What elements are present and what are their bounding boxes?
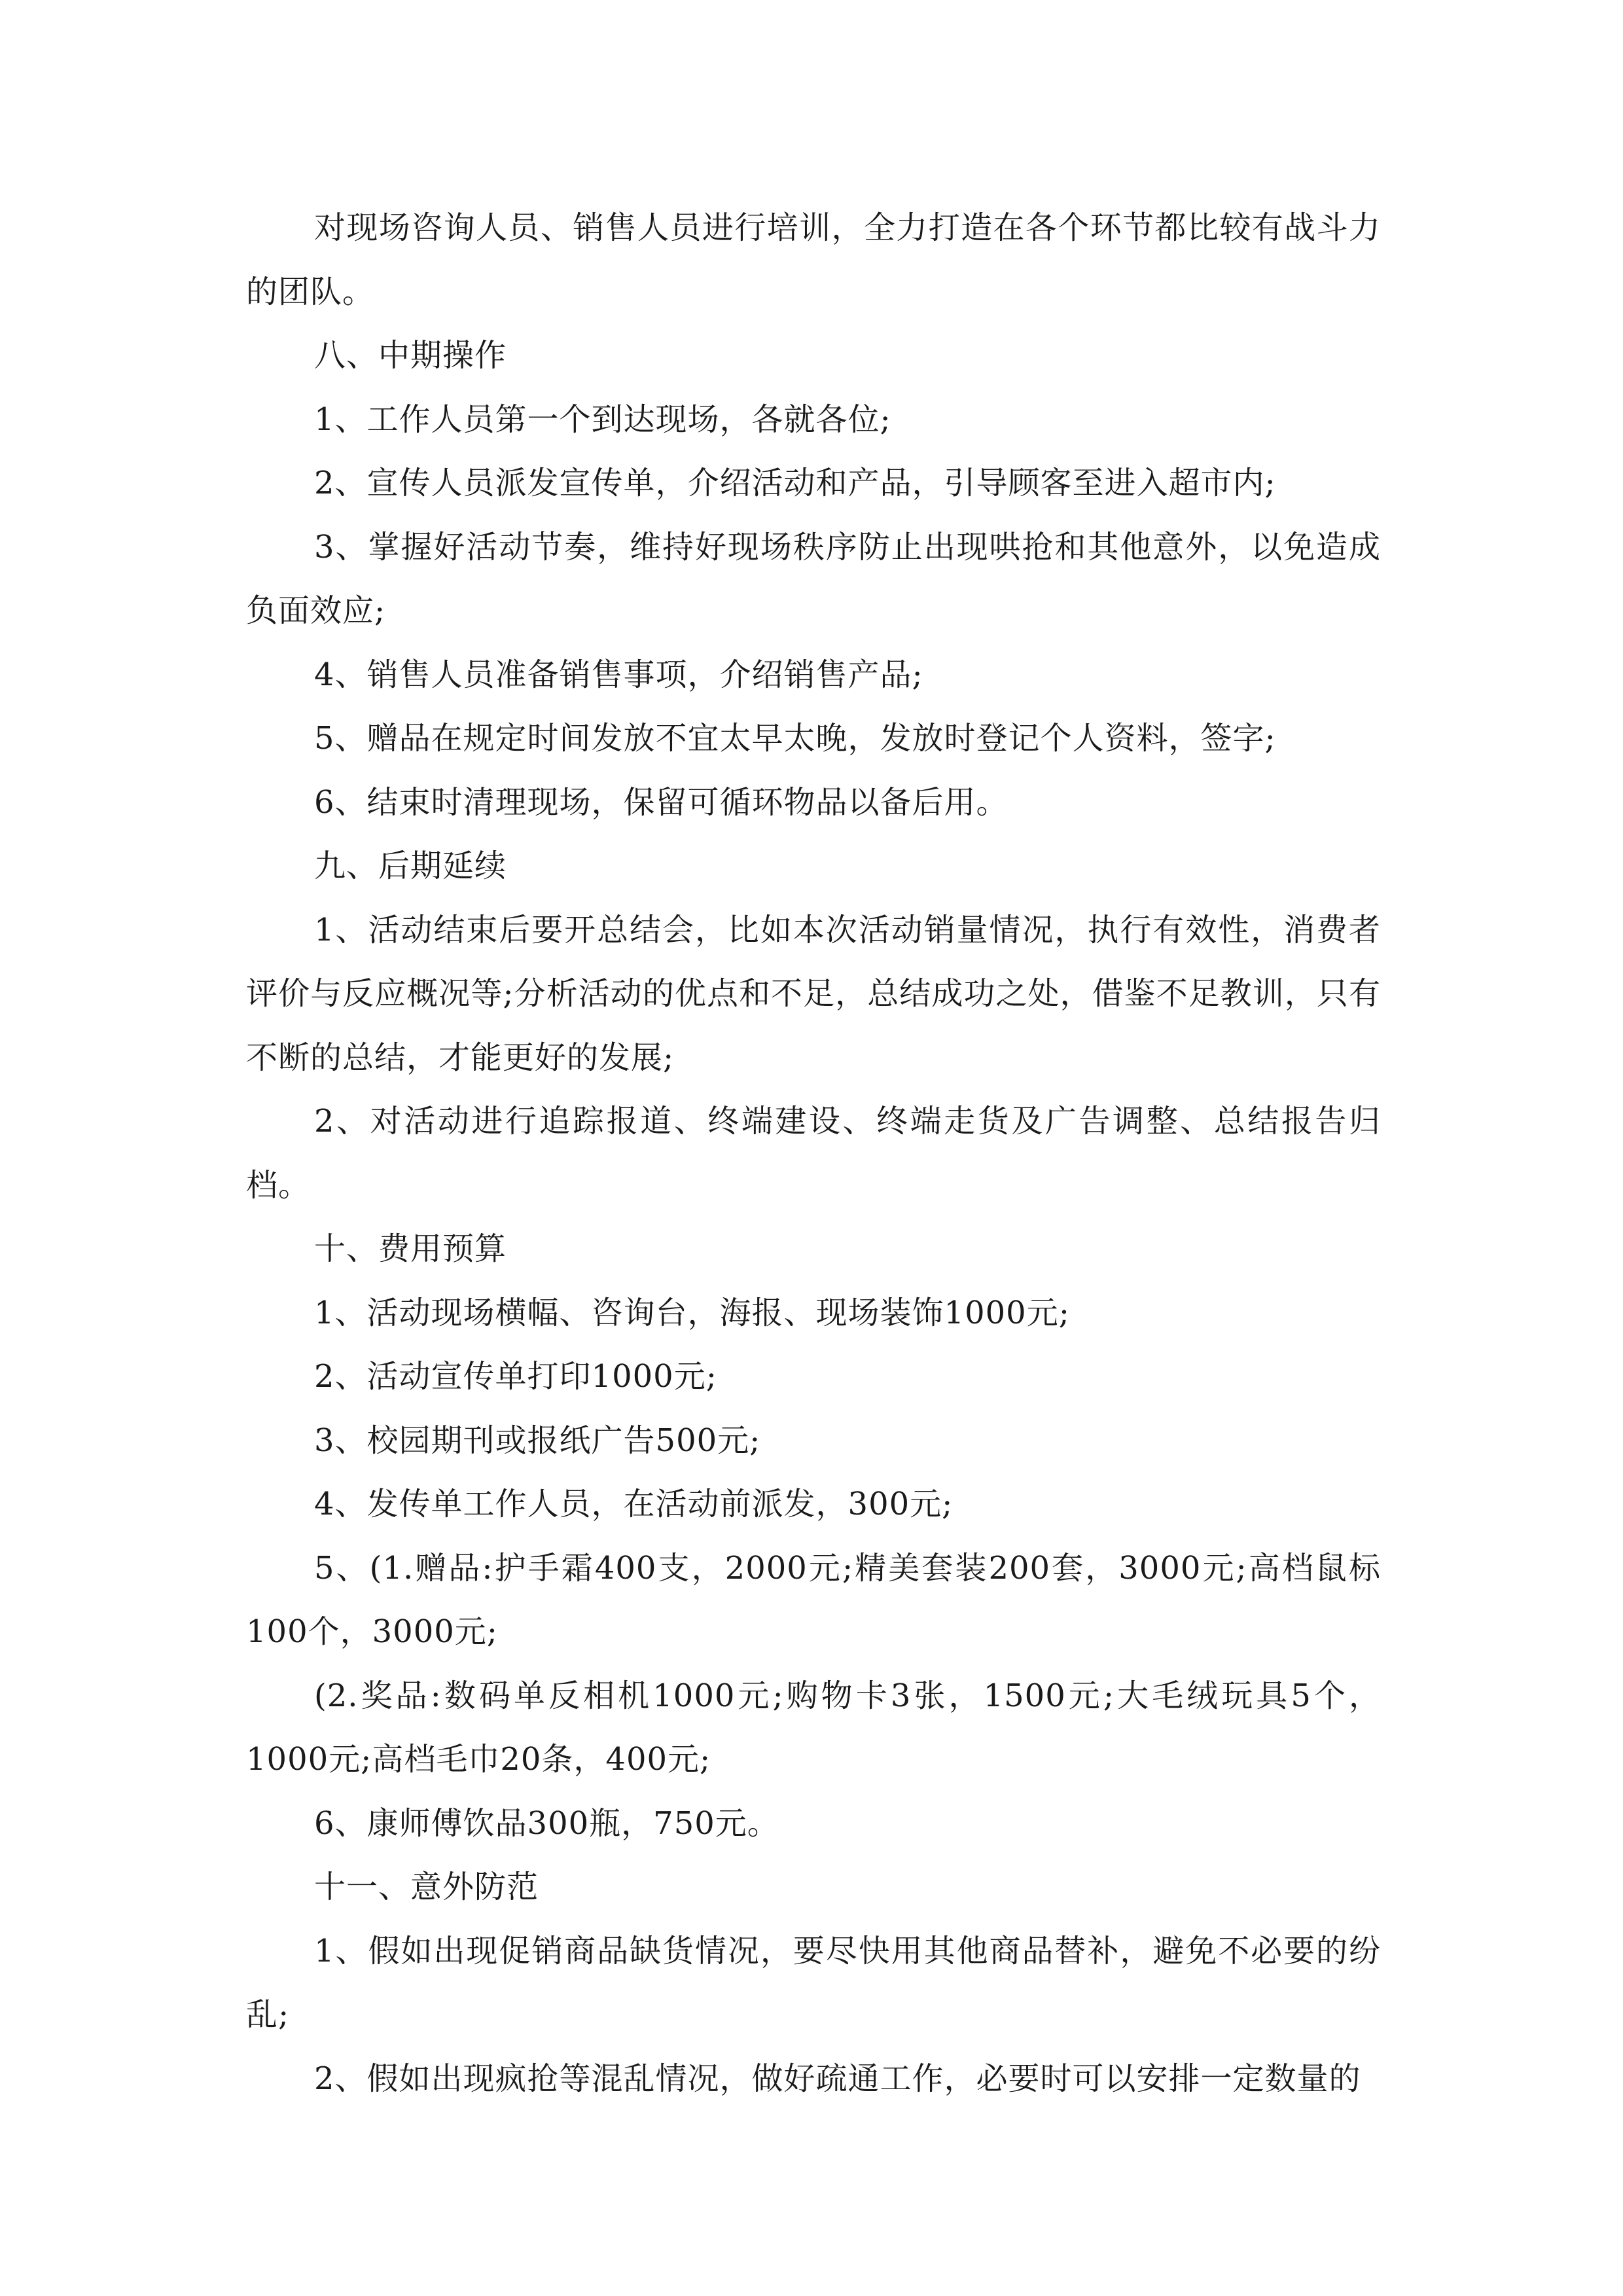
list-item: 5、赠品在规定时间发放不宜太早太晚，发放时登记个人资料，签字; bbox=[314, 720, 1276, 757]
list-item: 2、对活动进行追踪报道、终端建设、终端走货及广告调整、总结报告归档。 bbox=[246, 1103, 1381, 1204]
list-item: 4、发传单工作人员，在活动前派发，300元; bbox=[314, 1486, 954, 1522]
list-item: 5、(1.赠品:护手霜400支，2000元;精美套装200套，3000元;高档鼠标100个，3000元; bbox=[246, 1549, 1381, 1650]
list-item: 3、掌握好活动节奏，维持好现场秩序防止出现哄抢和其他意外，以免造成负面效应; bbox=[246, 528, 1381, 629]
heading-budget: 十、费用预算 bbox=[314, 1230, 507, 1267]
list-item: 3、校园期刊或报纸广告500元; bbox=[314, 1422, 761, 1459]
list-item: 6、康师傅饮品300瓶，750元。 bbox=[314, 1804, 779, 1842]
list-item: 1、活动结束后要开总结会，比如本次活动销量情况，执行有效性，消费者评价与反应概况等;分析活动的优点和不足，总结成功之处，借鉴不足教训，只有不断的总结，才能更好的发展; bbox=[246, 911, 1381, 1076]
document-body bbox=[246, 196, 1381, 2111]
list-item: 2、宣传人员派发宣传单，介绍活动和产品，引导顾客至进入超市内; bbox=[314, 465, 1276, 501]
list-item: (2.奖品:数码单反相机1000元;购物卡3张，1500元;大毛绒玩具5个，1000元;高档毛巾20条，400元; bbox=[246, 1677, 1381, 1778]
list-item: 2、活动宣传单打印1000元; bbox=[314, 1358, 717, 1395]
list-item: 1、活动现场横幅、咨询台，海报、现场装饰1000元; bbox=[314, 1294, 1070, 1331]
paragraph-training: 对现场咨询人员、销售人员进行培训，全力打造在各个环节都比较有战斗力的团队。 bbox=[246, 209, 1381, 310]
list-item: 1、假如出现促销商品缺货情况，要尽快用其他商品替补，避免不必要的纷乱; bbox=[246, 1932, 1381, 2033]
heading-accident-prevention: 十一、意外防范 bbox=[314, 1869, 539, 1905]
list-item: 1、工作人员第一个到达现场，各就各位; bbox=[314, 401, 891, 438]
list-item: 6、结束时清理现场，保留可循环物品以备后用。 bbox=[314, 783, 1008, 821]
heading-follow-up: 九、后期延续 bbox=[314, 848, 507, 884]
heading-midterm-operation: 八、中期操作 bbox=[314, 337, 507, 374]
list-item: 2、假如出现疯抢等混乱情况，做好疏通工作，必要时可以安排一定数量的 bbox=[314, 2060, 1361, 2097]
list-item: 4、销售人员准备销售事项，介绍销售产品; bbox=[314, 656, 923, 693]
